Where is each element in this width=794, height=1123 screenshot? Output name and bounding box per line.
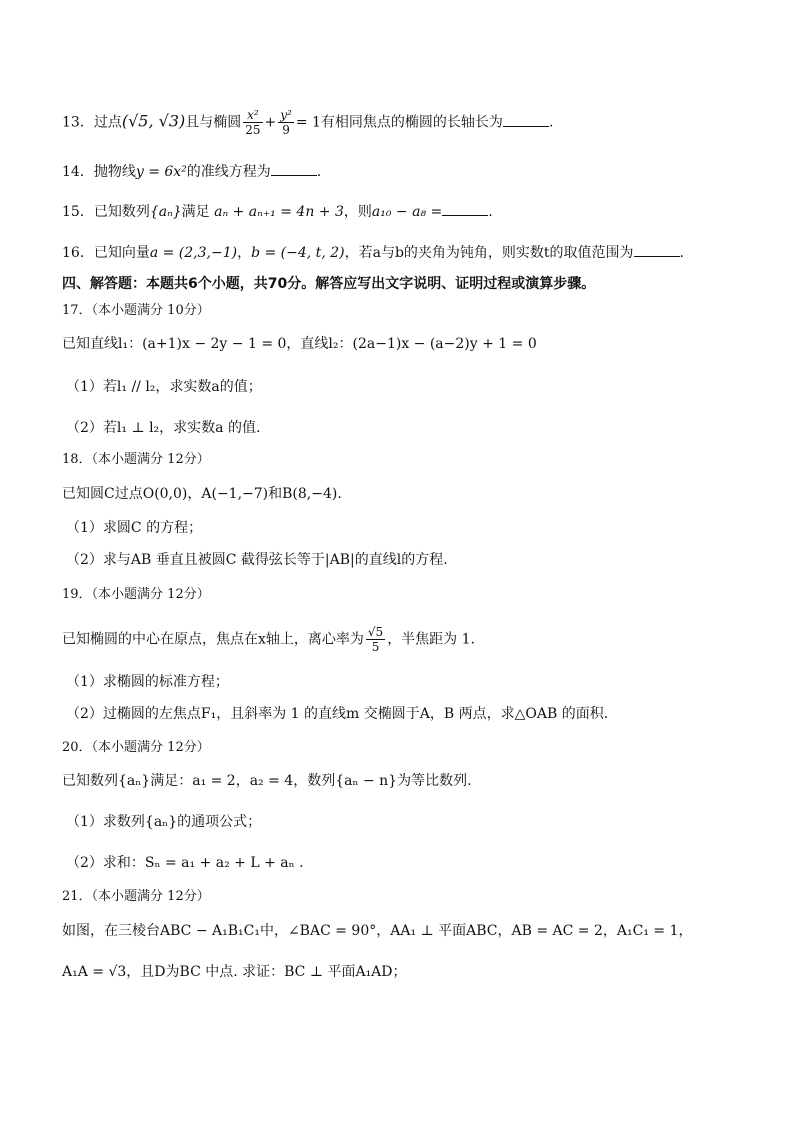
q17-part-2: （2）若l₁ ⊥ l₂，求实数a 的值. <box>66 420 261 436</box>
question-16 <box>62 243 754 263</box>
q13-fx-den: 25 <box>245 123 261 137</box>
q17-part-1: （1）若l₁ // l₂，求实数a的值； <box>66 379 262 395</box>
question-13 <box>62 108 754 137</box>
q13-prefix: 13．过点 <box>62 114 122 131</box>
q13-frac-y <box>278 108 294 137</box>
q19-e-den: 5 <box>371 640 380 654</box>
q18-part-2: （2）求与AB 垂直且被圆C 截得弦长等于|AB|的直线l的方程. <box>66 552 448 568</box>
q17-stem: 已知直线l₁：(a+1)x − 2y − 1 = 0，直线l₂：(2a−1)x − (a−2)y + 1 = 0 <box>62 336 537 352</box>
q15-expr: aₙ + aₙ₊₁ = 4n + 3 <box>214 204 344 220</box>
q15-answer-blank <box>442 202 488 216</box>
q16-vector-a: a = (2,3,−1) <box>149 245 238 261</box>
q15-end: . <box>488 204 493 220</box>
q15-ask: a₁₀ − a₈ = <box>371 204 443 220</box>
q16-answer-blank <box>634 243 680 257</box>
q15-seq: {aₙ} <box>149 204 182 220</box>
q15-mid2: ，则 <box>343 204 372 220</box>
q13-plus: + <box>264 114 277 131</box>
q19-stem-pre: 已知椭圆的中心在原点，焦点在x轴上，离心率为 <box>62 631 364 648</box>
q19-stem-post: ，半焦距为 1. <box>387 631 475 648</box>
q15-mid: 满足 <box>181 204 210 220</box>
q19-e-num: √5 <box>367 625 384 639</box>
q13-fy-num: y² <box>280 108 292 122</box>
q16-vector-b: b = (−4, t, 2) <box>251 245 345 261</box>
q14-prefix: 14．抛物线 <box>62 164 136 180</box>
q14-post: 的准线方程为 <box>186 164 271 180</box>
q13-fx-num: x² <box>243 108 262 123</box>
question-14 <box>62 162 754 182</box>
q19-part-1: （1）求椭圆的标准方程； <box>66 674 229 690</box>
q16-prefix: 16．已知向量 <box>62 245 150 261</box>
q14-end: . <box>316 164 322 180</box>
q21-heading: 21．（本小题满分 12分） <box>62 889 210 904</box>
q16-end: . <box>679 245 684 261</box>
q17-heading: 17．（本小题满分 10分） <box>62 303 210 318</box>
q19-heading: 19．（本小题满分 12分） <box>62 587 210 602</box>
q16-post: ，若a与b的夹角为钝角，则实数t的取值范围为 <box>344 245 634 261</box>
q21-stem-line-2: A₁A = √3，且D为BC 中点. 求证：BC ⊥ 平面A₁AD； <box>62 964 407 980</box>
q15-prefix: 15．已知数列 <box>62 204 150 220</box>
q18-heading: 18．（本小题满分 12分） <box>62 452 210 467</box>
q20-part-1: （1）求数列{aₙ}的通项公式； <box>66 814 262 830</box>
q16-sep: ， <box>237 245 252 261</box>
q14-expr: y = 6x² <box>135 164 187 180</box>
q13-end: . <box>548 114 554 131</box>
q13-frac-x <box>243 108 262 137</box>
q13-point: (√5, √3) <box>121 111 186 131</box>
q21-stem-line-1: 如图，在三棱台ABC − A₁B₁C₁中，∠BAC = 90°，AA₁ ⊥ 平面ABC，AB = AC = 2，A₁C₁ = 1， <box>62 923 693 939</box>
q13-eq: = 1有相同焦点的椭圆的长轴长为 <box>295 114 503 131</box>
q13-mid: 且与椭圆 <box>185 114 242 131</box>
q19-eccentricity <box>366 625 385 654</box>
q19-part-2: （2）过椭圆的左焦点F₁，且斜率为 1 的直线m 交椭圆于A，B 两点，求△OAB 的面积. <box>66 706 609 722</box>
section-4-heading: 四、解答题：本题共6个小题，共70分。解答应写出文字说明、证明过程或演算步骤。 <box>62 276 596 292</box>
q18-part-1: （1）求圆C 的方程； <box>66 520 203 536</box>
question-15 <box>62 202 754 222</box>
q14-answer-blank <box>271 162 317 176</box>
q19-stem <box>62 625 754 654</box>
q20-part-2: （2）求和：Sₙ = a₁ + a₂ + L + aₙ . <box>66 855 304 871</box>
q20-heading: 20．（本小题满分 12分） <box>62 740 210 755</box>
q13-fy-den: 9 <box>282 123 290 137</box>
q18-stem: 已知圆C过点O(0,0)，A(−1,−7)和B(8,−4). <box>62 486 342 502</box>
q13-answer-blank <box>503 113 549 127</box>
q20-stem: 已知数列{aₙ}满足：a₁ = 2，a₂ = 4，数列{aₙ − n}为等比数列. <box>62 773 472 789</box>
